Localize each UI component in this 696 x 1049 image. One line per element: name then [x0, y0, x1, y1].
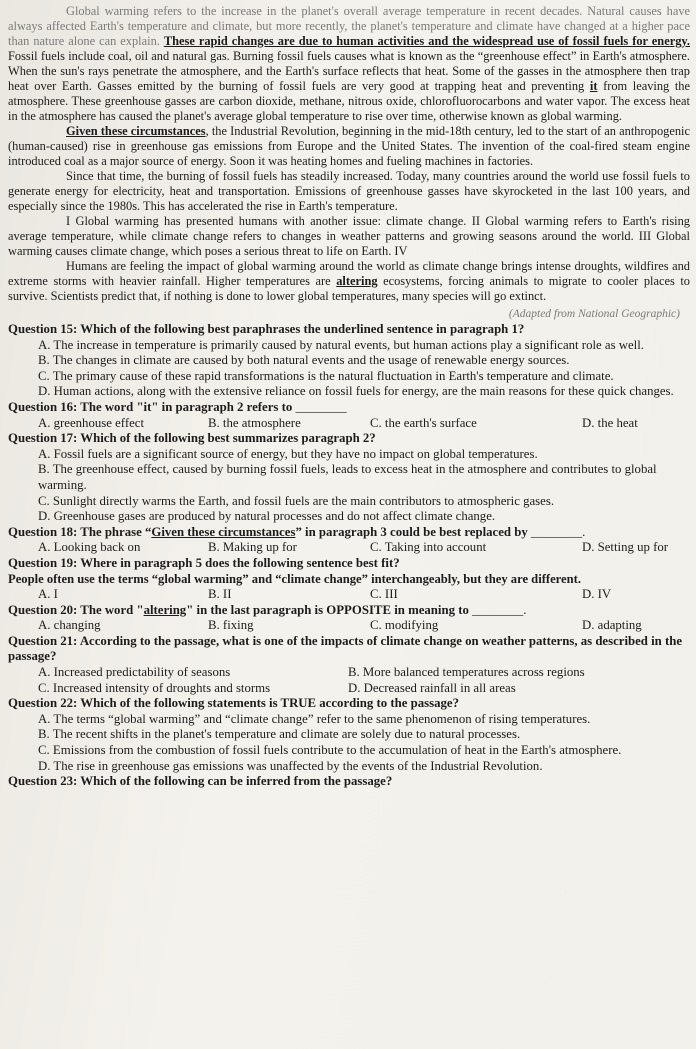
- underlined-sentence: These rapid changes are due to human activities and the widespread use of fossil fuels for energy.: [163, 34, 690, 48]
- question-18-text-b: ” in paragraph 3 could be best replaced by: [295, 524, 528, 539]
- option-19-c[interactable]: C. III: [370, 587, 398, 602]
- underlined-phrase: Given these circumstances: [66, 124, 206, 138]
- question-18: [8, 525, 690, 556]
- option-19-a[interactable]: A. I: [38, 587, 58, 602]
- question-22-text: Question 22: Which of the following statements is TRUE according to the passage?: [8, 696, 459, 711]
- question-20-underlined: altering: [143, 602, 187, 617]
- option-19-b[interactable]: B. II: [208, 587, 232, 602]
- option-15-d[interactable]: D. Human actions, along with the extensive reliance on fossil fuels for energy, are the main reasons for these quick changes.: [38, 384, 674, 399]
- option-21-a[interactable]: A. Increased predictability of seasons: [38, 665, 231, 680]
- paragraph-1-text-b: from leaving the atmosphere. These greenhouse gasses are carbon dioxide, methane, nitrous oxide, chlorofluorocarbons and water vapor. The excess heat in the atmosphere has caused the planet's average global temperature to rise over time, otherwise known as global warming.: [8, 79, 690, 123]
- question-22: [8, 696, 690, 774]
- paragraph-5-text-b: ecosystems, forcing animals to migrate to cooler places to survive. Scientists predict that, if nothing is done to lower global temperatures, many species will go extinct.: [8, 274, 691, 303]
- option-18-a[interactable]: A. Looking back on: [38, 540, 141, 555]
- paragraph-1-text: Fossil fuels include coal, oil and natural gas. Burning fossil fuels causes what is known as the “greenhouse effect” in Earth's atmosphere. When the sun's rays penetrate the atmosphere, and the Earth's surface reflects that heat. Some of the gasses in the atmosphere then trap heat over Earth. Gasses emitted by the burning of fossil fuels are very good at trapping heat and preventing: [8, 49, 690, 93]
- option-22-d[interactable]: D. The rise in greenhouse gas emissions was unaffected by the events of the Industrial Revolution.: [38, 758, 543, 773]
- question-21-text: Question 21: According to the passage, what is one of the impacts of climate change on weather patterns, as described in the passage?: [8, 633, 683, 664]
- paragraph-5-text: Humans are feeling the impact of global warming around the world as climate change brings intense droughts, wildfires and extreme storms with heavier rainfall. Higher temperatures are: [8, 259, 690, 288]
- option-18-d[interactable]: D. Setting up for: [582, 540, 669, 555]
- question-15-text: Question 15: Which of the following best paraphrases the underlined sentence in paragraph 1?: [8, 322, 525, 336]
- option-20-b[interactable]: B. fixing: [208, 618, 254, 633]
- option-15-a[interactable]: A. The increase in temperature is primarily caused by natural events, but human actions play a significant role as well.: [38, 337, 644, 352]
- question-19-sentence: People often use the terms “global warming” and “climate change” interchangeably, but they are different.: [8, 571, 581, 586]
- option-18-c[interactable]: C. Taking into account: [370, 540, 487, 555]
- question-20-blank: ________.: [472, 602, 527, 617]
- question-17-text: Question 17: Which of the following best summarizes paragraph 2?: [8, 431, 376, 446]
- paragraph-2: [8, 124, 690, 169]
- option-21-b[interactable]: B. More balanced temperatures across regions: [348, 665, 585, 680]
- option-21-d[interactable]: D. Decreased rainfall in all areas: [348, 680, 516, 695]
- question-20-text: Question 20: The word ": [8, 602, 144, 617]
- question-16: [8, 400, 690, 431]
- source-citation: (Adapted from National Geographic): [508, 308, 680, 320]
- option-17-b[interactable]: B. The greenhouse effect, caused by burning fossil fuels, leads to excess heat in the atmosphere and contributes to global warming.: [38, 462, 657, 492]
- option-15-b[interactable]: B. The changes in climate are caused by both natural events and the usage of renewable energy sources.: [38, 353, 570, 368]
- underlined-altering: altering: [336, 274, 378, 288]
- question-19: [8, 556, 690, 603]
- option-16-b[interactable]: B. the atmosphere: [208, 415, 301, 430]
- option-16-c[interactable]: C. the earth's surface: [370, 415, 477, 430]
- option-15-c[interactable]: C. The primary cause of these rapid transformations is the natural fluctuation in Earth's temperature and climate.: [38, 368, 614, 383]
- option-21-c[interactable]: C. Increased intensity of droughts and storms: [38, 680, 271, 695]
- option-16-d[interactable]: D. the heat: [582, 415, 638, 430]
- underlined-it: it: [589, 79, 598, 93]
- question-23-text: Question 23: Which of the following can be inferred from the passage?: [8, 774, 393, 789]
- option-22-b[interactable]: B. The recent shifts in the planet's temperature and climate are solely due to natural processes.: [38, 727, 521, 742]
- option-19-d[interactable]: D. IV: [582, 587, 612, 602]
- question-18-underlined: Given these circumstances: [151, 524, 296, 539]
- option-20-c[interactable]: C. modifying: [370, 618, 439, 633]
- exam-content: [8, 4, 690, 790]
- question-18-blank: ________.: [530, 524, 586, 539]
- option-20-d[interactable]: D. adapting: [582, 618, 642, 633]
- question-18-text: Question 18: The phrase “: [8, 524, 152, 539]
- paragraph-1-faded-text: Global warming refers to the increase in the planet's overall average temperature in recent decades. Natural: [66, 4, 630, 18]
- option-16-a[interactable]: A. greenhouse effect: [38, 415, 144, 430]
- question-16-text: Question 16: The word "it" in paragraph 2 refers to: [8, 399, 293, 414]
- paragraph-1-faded-text-b: causes have always affected Earth's temperature and climate, but more recently, the planet's temperature and climate have changed at a higher pace than nature alone can explain.: [8, 4, 691, 48]
- question-21: [8, 634, 690, 696]
- question-23: [8, 774, 690, 790]
- option-18-b[interactable]: B. Making up for: [208, 540, 297, 555]
- option-22-a[interactable]: A. The terms “global warming” and “climate change” refer to the same phenomenon of rising temperatures.: [38, 711, 591, 726]
- question-19-text: Question 19: Where in paragraph 5 does the following sentence best fit?: [8, 555, 400, 570]
- paragraph-3: Since that time, the burning of fossil fuels has steadily increased. Today, many countries around the world use fossil fuels to generate energy for electricity, heat and transportation. Emissions of greenhouse gasses have skyrocketed in the last 100 years, and especially since the 1980s. This has accelerated the rise in Earth's temperature.: [8, 169, 690, 213]
- option-20-a[interactable]: A. changing: [38, 618, 101, 633]
- paragraph-4: I Global warming has presented humans with another issue: climate change. II Global warming refers to Earth's rising average temperature, while climate change refers to changes in weather patterns and growing seasons around the world. III Global warming causes climate change, which poses a serious threat to life on Earth. IV: [8, 214, 690, 258]
- question-20-text-b: " in the last paragraph is OPPOSITE in meaning to: [186, 602, 469, 617]
- question-17: [8, 431, 690, 525]
- question-15: [8, 322, 690, 400]
- question-20: [8, 603, 690, 634]
- option-17-c[interactable]: C. Sunlight directly warms the Earth, and fossil fuels are the main contributors to atmospheric gases.: [38, 493, 555, 508]
- option-22-c[interactable]: C. Emissions from the combustion of fossil fuels contribute to the accumulation of heat in the Earth's atmosphere.: [38, 743, 622, 758]
- option-17-d[interactable]: D. Greenhouse gases are produced by natural processes and do not affect climate change.: [38, 509, 496, 524]
- paragraph-2-text: , the Industrial Revolution, beginning in the mid-18th century, led to the start of an anthropogenic (human-caused) rise in greenhouse gas emissions from Europe and the United States. The invention of the coal-fired steam engine introduced coal as a major source of energy. Soon it was heating homes and fueling machines in factories.: [8, 124, 690, 168]
- option-17-a[interactable]: A. Fossil fuels are a significant source of energy, but they have no impact on global temperatures.: [38, 446, 538, 461]
- paragraph-5: [8, 259, 690, 304]
- paragraph-1: [8, 4, 690, 124]
- question-16-blank: ________: [295, 399, 347, 414]
